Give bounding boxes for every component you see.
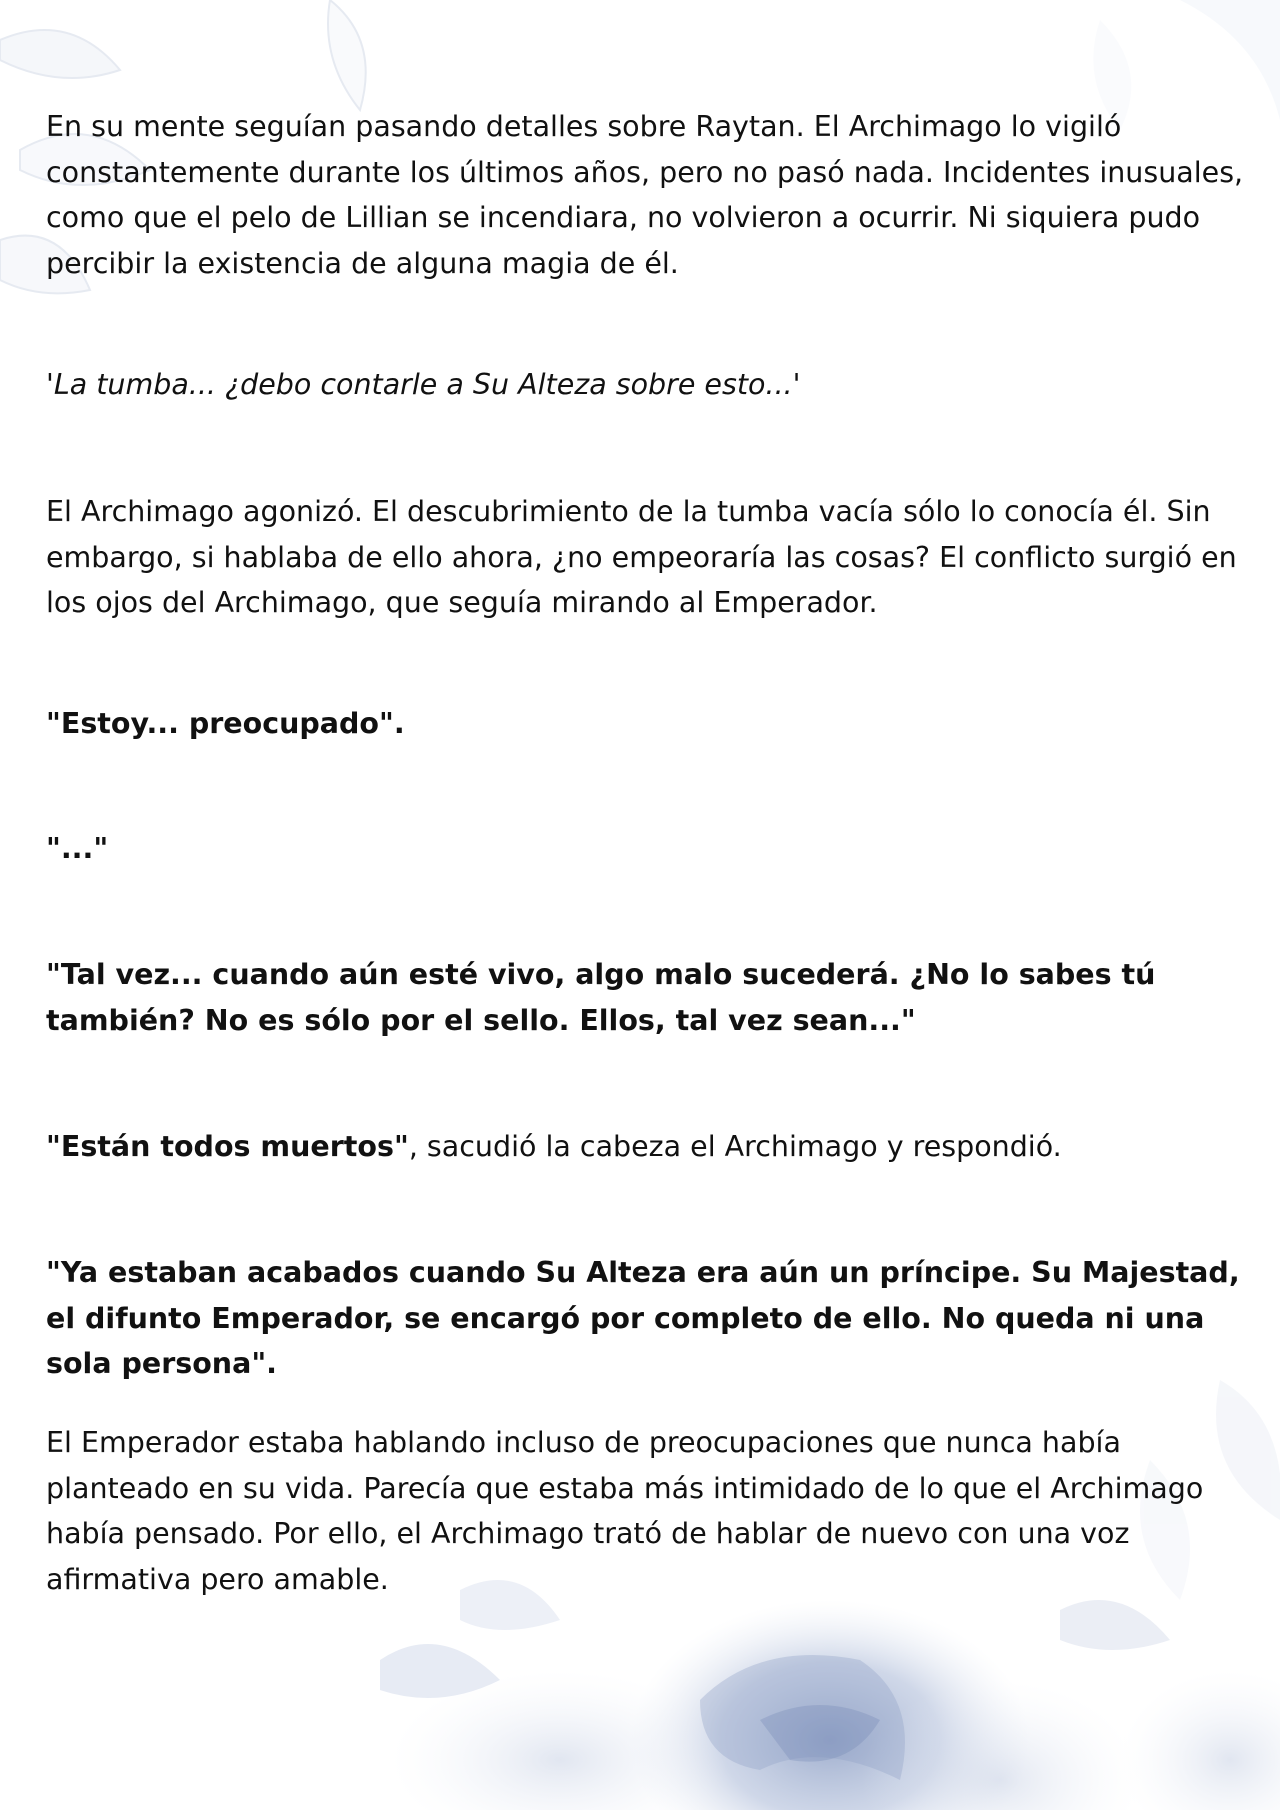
paragraph-3: El Archimago agonizó. El descubrimiento de la tumba vacía sólo lo conocía él. Sin embargo, si hablaba de ello ahora, ¿no empeoraría las cosas? El conflicto surgió en los ojos del Archimago, que seguía mirando al Emperador. — [46, 495, 1237, 619]
paragraph-7-dialogue — [46, 1124, 1256, 1170]
paragraph-6-dialogue: "Tal vez... cuando aún esté vivo, algo malo sucederá. ¿No lo sabes tú también? No es sólo por el sello. Ellos, tal vez sean..." — [46, 958, 1156, 1037]
dialogue-quote: "Están todos muertos" — [46, 1130, 409, 1163]
paragraph-5-dialogue: "..." — [46, 832, 109, 865]
rose-decoration-bottom — [380, 1580, 1280, 1810]
paragraph-8-dialogue: "Ya estaban acabados cuando Su Alteza era aún un príncipe. Su Majestad, el difunto Emperador, se encargó por completo de ello. No queda ni una sola persona". — [46, 1256, 1240, 1380]
paragraph-9: El Emperador estaba hablando incluso de preocupaciones que nunca había planteado en su vida. Parecía que estaba más intimidado de lo que el Archimago había pensado. Por ello, el Archimago trató de hablar de nuevo con una voz afirmativa pero amable. — [46, 1426, 1204, 1596]
paragraph-1: En su mente seguían pasando detalles sobre Raytan. El Archimago lo vigiló constantemente durante los últimos años, pero no pasó nada. Incidentes inusuales, como que el pelo de Lillian se incendiara, no volvieron a ocurrir. Ni siquiera pudo percibir la existencia de alguna magia de él. — [46, 110, 1244, 280]
paragraph-2-thought: 'La tumba... ¿debo contarle a Su Alteza sobre esto...' — [46, 368, 801, 401]
paragraph-4-dialogue: "Estoy... preocupado". — [46, 707, 405, 740]
dialogue-narration: , sacudió la cabeza el Archimago y respondió. — [408, 1130, 1062, 1163]
